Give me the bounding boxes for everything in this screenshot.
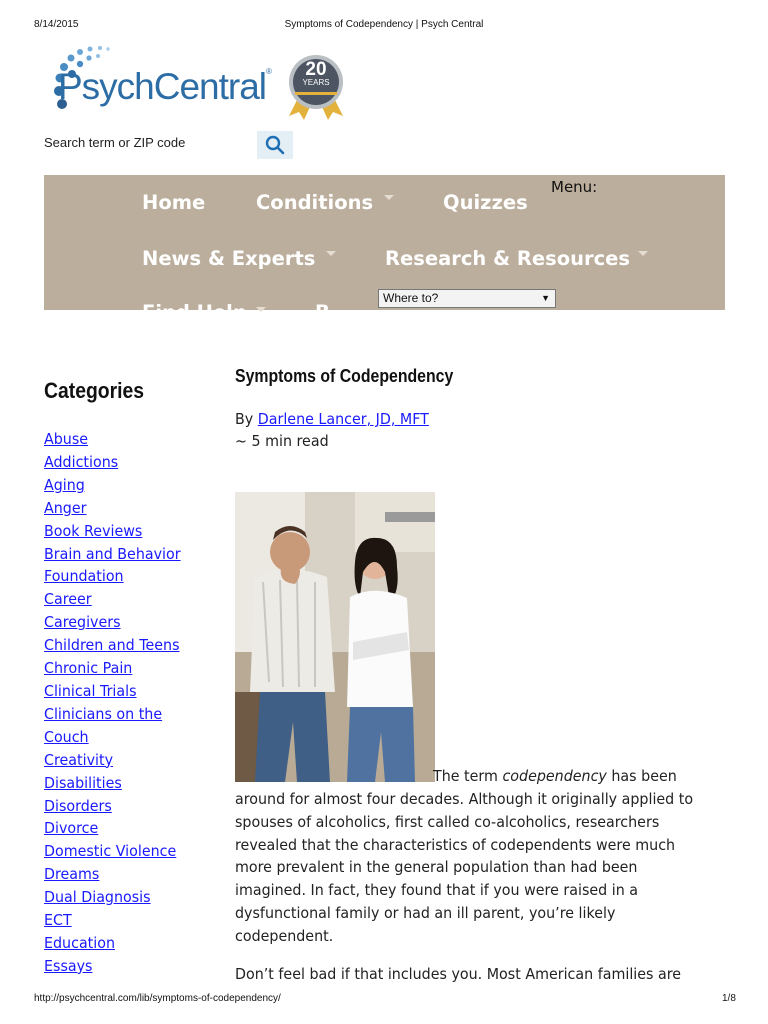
badge-number: 20 [305, 59, 327, 80]
p1-line: more prevalent in the general population than had been [235, 858, 638, 877]
categories-title: Categories [44, 378, 145, 403]
category-link[interactable]: Divorce [44, 819, 99, 838]
print-date: 8/14/2015 [34, 19, 79, 30]
nav-item-quizzes[interactable]: Quizzes [443, 191, 528, 214]
category-link[interactable]: Addictions [44, 452, 119, 471]
p1-rest-text: has been [606, 767, 677, 785]
paragraph-1 [235, 788, 733, 948]
badge-text: YEARS [302, 78, 330, 87]
category-link[interactable]: Disabilities [44, 773, 122, 792]
article-byline [235, 408, 429, 430]
category-link[interactable]: Aging [44, 475, 85, 494]
twenty-years-badge [283, 52, 349, 122]
p1-lead-text: The term [433, 767, 503, 785]
category-link[interactable]: Disorders [44, 796, 112, 815]
p1-emphasis: codependency [502, 767, 607, 785]
category-link[interactable]: Abuse [44, 430, 89, 448]
chevron-down-icon[interactable] [326, 251, 336, 256]
search-input[interactable]: Search term or ZIP code [44, 135, 186, 150]
category-link[interactable]: Education [44, 933, 115, 952]
nav-item-blogs[interactable]: B... [315, 301, 353, 324]
p1-line: imagined. In fact, they found that if you were raised in a [235, 881, 639, 900]
category-link[interactable]: Career [44, 590, 92, 609]
nav-item-find-help[interactable]: Find Help [142, 301, 247, 324]
p1-line: codependent. [235, 926, 334, 945]
byline-prefix: By [235, 410, 258, 428]
article-title: Symptoms of Codependency [235, 366, 454, 386]
chevron-down-icon[interactable] [256, 307, 266, 312]
where-to-select[interactable] [378, 289, 556, 308]
article-photo [235, 492, 435, 782]
p1-line: around for almost four decades. Although it originally applied to [235, 790, 694, 808]
chevron-down-icon: ▼ [541, 293, 550, 303]
paragraph-1-lead [433, 765, 677, 788]
print-page-number: 1/8 [722, 993, 736, 1004]
logo-registered: ® [266, 67, 271, 76]
print-page-title: Symptoms of Codependency | Psych Central [284, 19, 484, 30]
p1-line: revealed that the characteristics of codependents were much [235, 835, 676, 854]
p1-line: dysfunctional family or had an ill parent, you’re likely [235, 903, 616, 922]
nav-item-conditions[interactable]: Conditions [256, 191, 374, 214]
chevron-down-icon[interactable] [384, 195, 394, 200]
where-to-value: Where to? [383, 291, 439, 305]
category-link[interactable]: Domestic Violence [44, 842, 177, 861]
category-link[interactable]: Chronic Pain [44, 659, 133, 678]
category-link[interactable]: Dreams [44, 865, 100, 884]
print-url: http://psychcentral.com/lib/symptoms-of-codependency/ [34, 993, 281, 1004]
chevron-down-icon[interactable] [638, 251, 648, 256]
psych-central-logo[interactable] [50, 44, 280, 114]
nav-item-home[interactable]: Home [142, 191, 206, 214]
nav-item-research-resources[interactable]: Research & Resources [385, 247, 631, 270]
category-link[interactable]: ECT [44, 911, 72, 930]
category-link[interactable]: Dual Diagnosis [44, 888, 151, 907]
category-link[interactable]: Clinical Trials [44, 681, 137, 700]
category-link[interactable]: Brain and Behavior [44, 544, 181, 563]
couple-photo-illustration [235, 492, 435, 782]
p2-line: Don’t feel bad if that includes you. Most American families are [235, 965, 682, 983]
category-link[interactable]: Couch [44, 727, 89, 746]
category-link[interactable]: Caregivers [44, 613, 121, 632]
search-icon [265, 135, 285, 155]
category-link[interactable]: Children and Teens [44, 636, 180, 655]
category-link[interactable]: Essays [44, 956, 93, 975]
categories-list [44, 428, 192, 978]
read-time: ~ 5 min read [235, 432, 329, 450]
p1-line: spouses of alcoholics, first called co-alcoholics, researchers [235, 812, 660, 831]
category-link[interactable]: Book Reviews [44, 521, 143, 540]
category-link[interactable]: Foundation [44, 567, 124, 586]
logo-text: PsychCentral [58, 66, 267, 107]
category-link[interactable]: Creativity [44, 750, 114, 769]
category-link[interactable]: Clinicians on the [44, 704, 163, 723]
main-nav [44, 175, 725, 324]
author-link[interactable]: Darlene Lancer, JD, MFT [257, 410, 429, 428]
menu-label: Menu: [551, 178, 598, 196]
paragraph-2 [235, 963, 720, 986]
nav-item-news-experts[interactable]: News & Experts [142, 247, 316, 270]
search-button[interactable] [257, 131, 293, 159]
category-link[interactable]: Anger [44, 498, 87, 517]
